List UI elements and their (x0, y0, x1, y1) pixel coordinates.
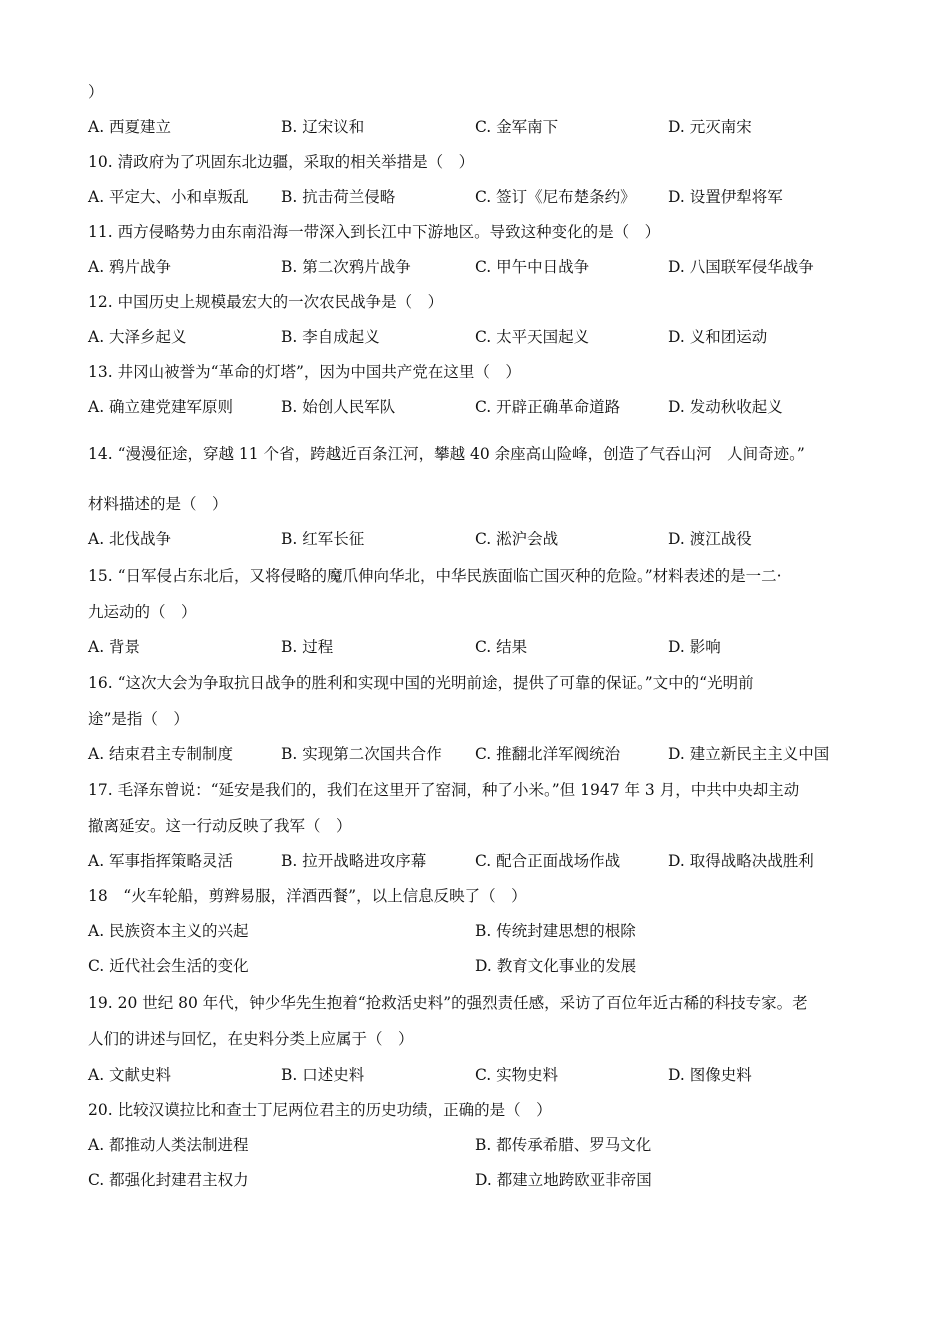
option-b: B. 始创人民军队 (281, 398, 396, 416)
option-a: A. 结束君主专制制度 (88, 745, 234, 763)
question-15-stem-cont: 九运动的（ ） (88, 603, 197, 621)
option-d: D. 元灭南宋 (668, 118, 752, 136)
option-b: B. 红军长征 (281, 530, 365, 548)
question-17-stem: 17. 毛泽东曾说：“延安是我们的，我们在这里开了窑洞，种了小米。”但 1947 年 3 月，中共中央却主动 (88, 781, 800, 799)
option-c: C. 淞沪会战 (475, 530, 559, 548)
option-b: B. 李自成起义 (281, 328, 380, 346)
question-16-stem: 16. “这次大会为争取抗日战争的胜利和实现中国的光明前途，提供了可靠的保证。”文中的“光明前 (88, 674, 754, 692)
option-b: B. 实现第二次国共合作 (281, 745, 442, 763)
option-d: D. 义和团运动 (668, 328, 768, 346)
option-c: C. 甲午中日战争 (475, 258, 590, 276)
option-a: A. 鸦片战争 (88, 258, 172, 276)
option-d: D. 都建立地跨欧亚非帝国 (475, 1171, 652, 1189)
question-20-stem: 20. 比较汉谟拉比和查士丁尼两位君主的历史功绩，正确的是（ ） (88, 1101, 552, 1119)
question-19-stem-cont: 人们的讲述与回忆，在史料分类上应属于（ ） (88, 1030, 414, 1048)
option-d: D. 渡江战役 (668, 530, 752, 548)
option-a: A. 民族资本主义的兴起 (88, 922, 249, 940)
question-11-stem: 11. 西方侵略势力由东南沿海一带深入到长江中下游地区。导致这种变化的是（ ） (88, 223, 661, 241)
option-c: C. 太平天国起义 (475, 328, 590, 346)
option-b: B. 口述史料 (281, 1066, 365, 1084)
option-b: B. 辽宋议和 (281, 118, 365, 136)
option-d: D. 建立新民主主义中国 (668, 745, 830, 763)
option-d: D. 教育文化事业的发展 (475, 957, 637, 975)
question-stem-tail: ） (88, 83, 104, 101)
option-d: D. 取得战略决战胜利 (668, 852, 814, 870)
question-12-stem: 12. 中国历史上规模最宏大的一次农民战争是（ ） (88, 293, 444, 311)
option-c: C. 都强化封建君主权力 (88, 1171, 249, 1189)
question-16-stem-cont: 途”是指（ ） (88, 710, 189, 728)
option-b: B. 都传承希腊、罗马文化 (475, 1136, 652, 1154)
option-c: C. 结果 (475, 638, 528, 656)
option-b: B. 抗击荷兰侵略 (281, 188, 396, 206)
question-17-stem-cont: 撤离延安。这一行动反映了我军（ ） (88, 817, 352, 835)
question-18-stem: 18 “火车轮船，剪辫易服，洋酒西餐”，以上信息反映了（ ） (88, 887, 527, 905)
option-b: B. 拉开战略进攻序幕 (281, 852, 427, 870)
option-a: A. 确立建党建军原则 (88, 398, 234, 416)
option-c: C. 配合正面战场作战 (475, 852, 621, 870)
option-a: A. 文献史料 (88, 1066, 172, 1084)
question-19-stem: 19. 20 世纪 80 年代，钟少华先生抱着“抢救活史料”的强烈责任感，采访了百位年近古稀的科技专家。老 (88, 994, 808, 1012)
option-a: A. 军事指挥策略灵活 (88, 852, 234, 870)
question-14-stem-cont: 材料描述的是（ ） (88, 495, 228, 513)
option-d: D. 八国联军侵华战争 (668, 258, 814, 276)
option-a: A. 背景 (88, 638, 141, 656)
option-d: D. 图像史料 (668, 1066, 752, 1084)
option-b: B. 第二次鸦片战争 (281, 258, 411, 276)
option-d: D. 设置伊犁将军 (668, 188, 783, 206)
option-c: C. 近代社会生活的变化 (88, 957, 249, 975)
question-13-stem: 13. 井冈山被誉为“革命的灯塔”，因为中国共产党在这里（ ） (88, 363, 521, 381)
option-c: C. 推翻北洋军阀统治 (475, 745, 621, 763)
option-d: D. 发动秋收起义 (668, 398, 783, 416)
option-a: A. 西夏建立 (88, 118, 172, 136)
option-a: A. 都推动人类法制进程 (88, 1136, 249, 1154)
option-b: B. 传统封建思想的根除 (475, 922, 636, 940)
option-a: A. 大泽乡起义 (88, 328, 187, 346)
question-10-stem: 10. 清政府为了巩固东北边疆，采取的相关举措是（ ） (88, 153, 475, 171)
option-a: A. 平定大、小和卓叛乱 (88, 188, 249, 206)
option-c: C. 签订《尼布楚条约》 (475, 188, 636, 206)
option-c: C. 实物史料 (475, 1066, 559, 1084)
question-15-stem: 15. “日军侵占东北后，又将侵略的魔爪伸向华北，中华民族面临亡国灭种的危险。”材料表述的是一二· (88, 567, 782, 585)
option-a: A. 北伐战争 (88, 530, 172, 548)
option-d: D. 影响 (668, 638, 721, 656)
question-14-stem: 14. “漫漫征途，穿越 11 个省，跨越近百条江河，攀越 40 余座高山险峰，创造了气吞山河 人间奇迹。” (88, 445, 805, 463)
option-c: C. 开辟正确革命道路 (475, 398, 621, 416)
option-c: C. 金军南下 (475, 118, 559, 136)
option-b: B. 过程 (281, 638, 334, 656)
